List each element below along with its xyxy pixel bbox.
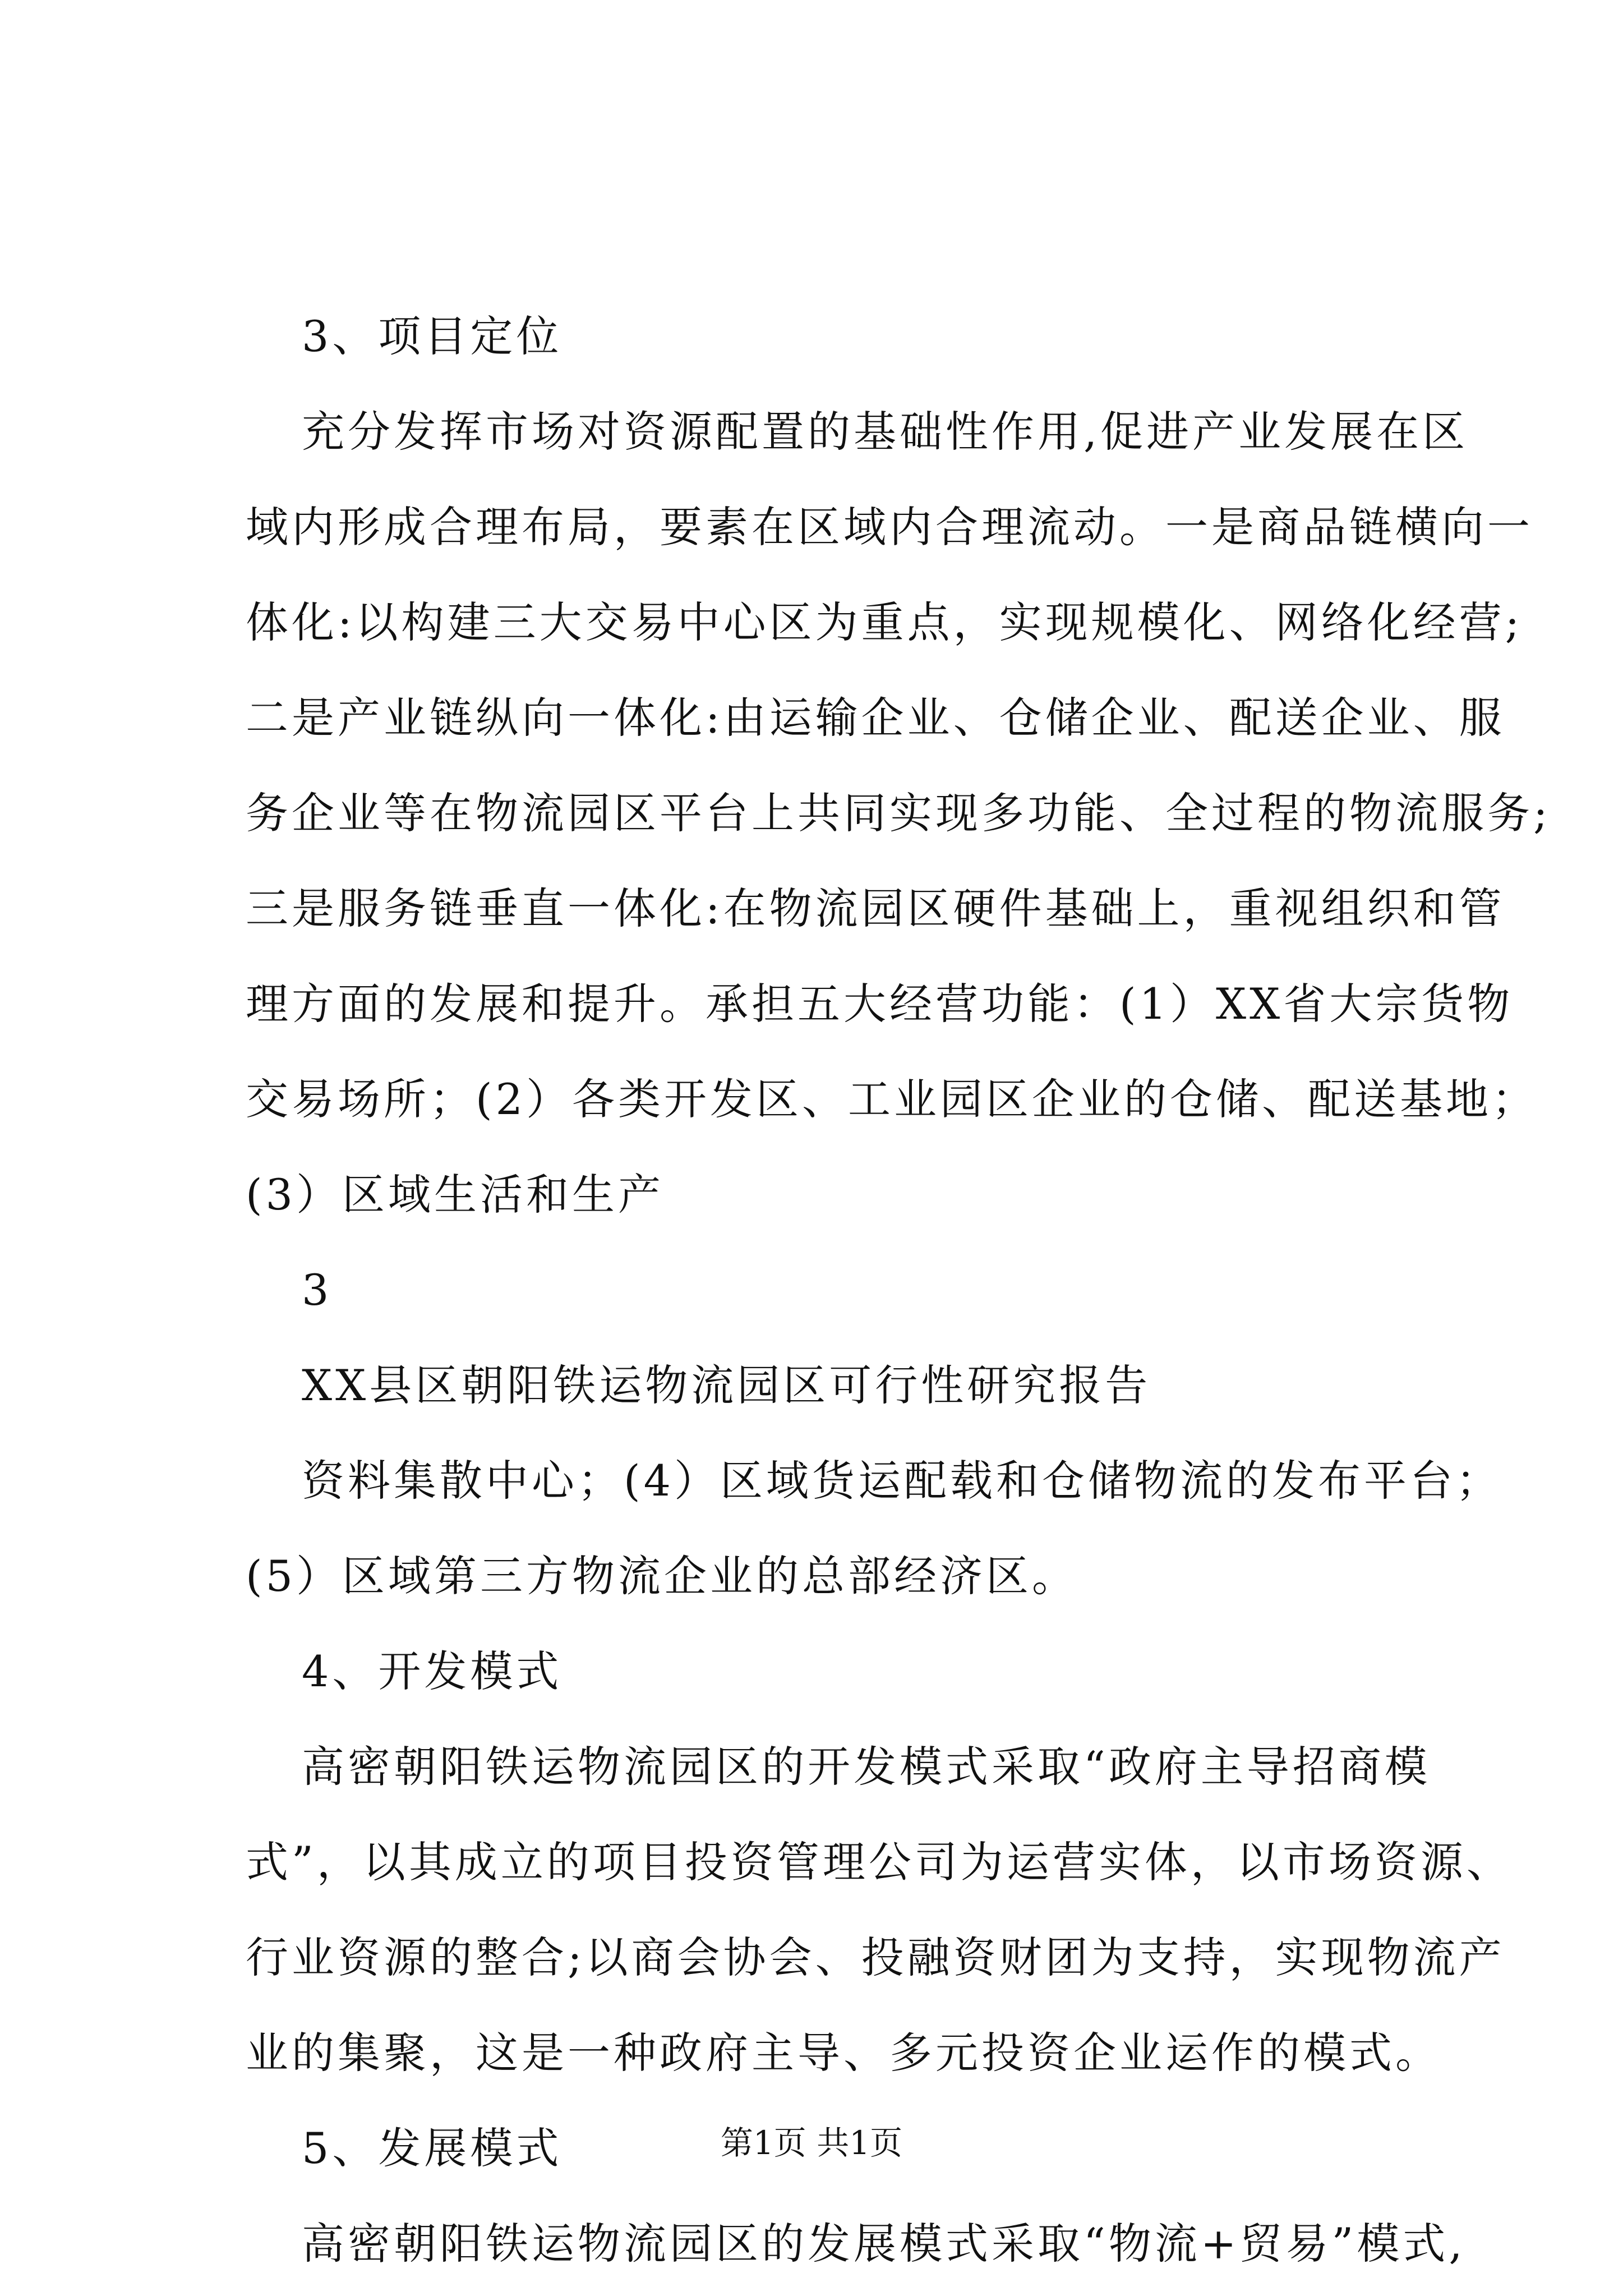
paragraph-line: 充分发挥市场对资源配置的基础性作用,促进产业发展在区 (302, 407, 1469, 457)
paragraph-line: 务企业等在物流园区平台上共同实现多功能、全过程的物流服务; (246, 788, 1551, 838)
paragraph-line: 体化:以构建三大交易中心区为重点，实现规模化、网络化经营; (246, 597, 1523, 647)
paragraph-line: (5）区域第三方物流企业的总部经济区。 (246, 1551, 1078, 1601)
paragraph-line: 行业资源的整合;以商会协会、投融资财团为支持，实现物流产 (246, 1932, 1505, 1982)
paragraph-line: 高密朝阳铁运物流园区的发展模式采取“物流+贸易”模式, (302, 2219, 1466, 2269)
paragraph-line: 交易场所；(2）各类开发区、工业园区企业的仓储、配送基地； (246, 1074, 1538, 1124)
paragraph-line: 业的集聚，这是一种政府主导、多元投资企业运作的模式。 (246, 2028, 1441, 2078)
report-title-line: XX县区朝阳铁运物流园区可行性研究报告 (302, 1360, 1151, 1410)
page-number-marker: 3 (302, 1265, 333, 1315)
heading-development-mode: 4、开发模式 (302, 1646, 562, 1696)
paragraph-line: 理方面的发展和提升。承担五大经营功能：(1）XX省大宗货物 (246, 979, 1514, 1029)
heading-growth-mode: 5、发展模式 (302, 2123, 562, 2173)
paragraph-line: (3）区域生活和生产 (246, 1170, 665, 1220)
paragraph-line: 式”，以其成立的项目投资管理公司为运营实体，以市场资源、 (246, 1837, 1513, 1887)
paragraph-line: 二是产业链纵向一体化:由运输企业、仓储企业、配送企业、服 (246, 693, 1505, 743)
heading-project-positioning: 3、项目定位 (302, 311, 562, 361)
paragraph-line: 域内形成合理布局，要素在区域内合理流动。一是商品链横向一 (246, 502, 1533, 552)
paragraph-line: 高密朝阳铁运物流园区的开发模式采取“政府主导招商模 (302, 1742, 1431, 1792)
paragraph-line: 三是服务链垂直一体化:在物流园区硬件基础上，重视组织和管 (246, 884, 1505, 933)
paragraph-line: 资料集散中心；(4）区域货运配载和仓储物流的发布平台； (302, 1456, 1502, 1506)
page-footer: 第1页 共1页 (720, 2124, 903, 2162)
